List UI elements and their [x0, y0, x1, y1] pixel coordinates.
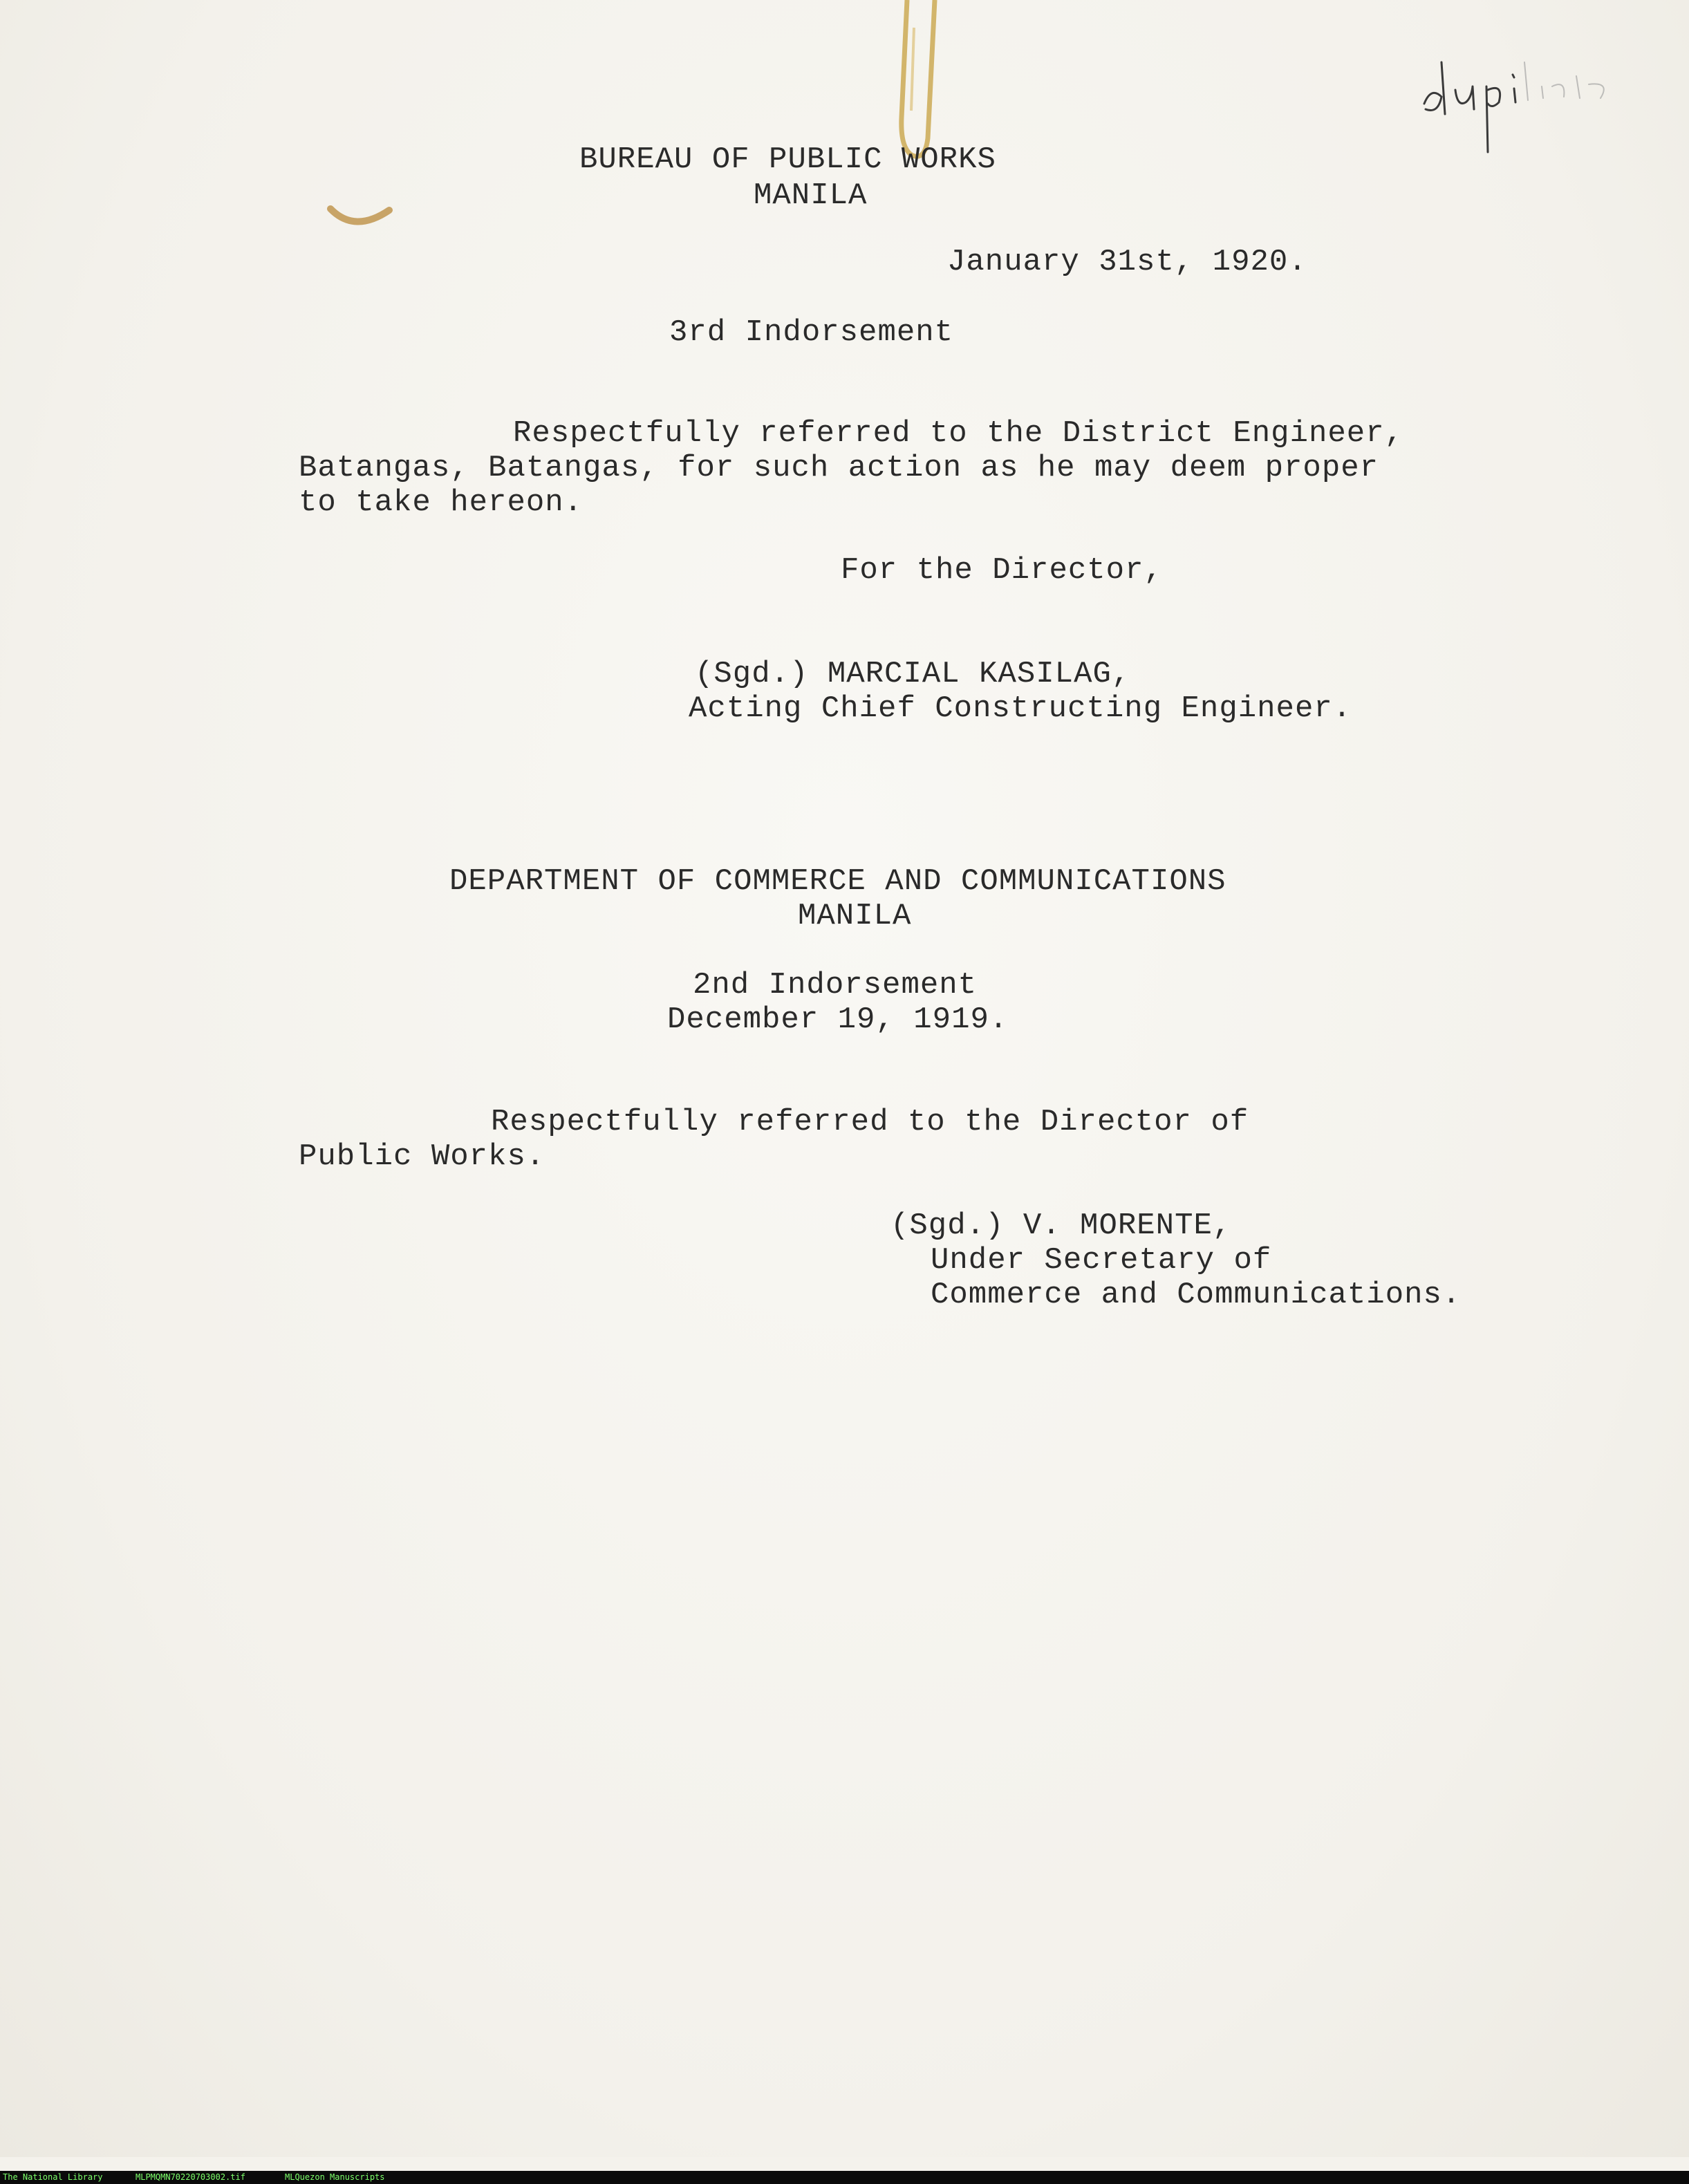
rust-stain — [324, 200, 400, 242]
indorsement-label: 2nd Indorsement — [693, 968, 978, 1002]
signature-name: (Sgd.) V. MORENTE, — [890, 1208, 1232, 1243]
letter-date: December 19, 1919. — [667, 1002, 1009, 1037]
body-text-line: to take hereon. — [299, 485, 584, 520]
footer-filename: MLPMQMN70220703002.tif — [136, 2172, 245, 2182]
handwritten-note — [1410, 21, 1639, 159]
body-text-line: Public Works. — [299, 1139, 545, 1174]
agency-heading-department: DEPARTMENT OF COMMERCE AND COMMUNICATIONS — [449, 864, 1226, 899]
signature-title: Commerce and Communications. — [931, 1278, 1462, 1312]
closing-line: For the Director, — [841, 553, 1163, 588]
signature-title: Under Secretary of — [931, 1243, 1272, 1278]
body-text-line: Respectfully referred to the District Engineer, — [513, 416, 1404, 451]
city-heading: MANILA — [798, 899, 912, 933]
body-text-line: Respectfully referred to the Director of — [491, 1105, 1249, 1139]
indorsement-label: 3rd Indorsement — [669, 315, 954, 350]
footer-collection: MLQuezon Manuscripts — [285, 2172, 385, 2182]
body-text-line: Batangas, Batangas, for such action as he may deem proper — [299, 451, 1379, 485]
scan-footer-bar — [0, 2171, 1689, 2184]
footer-library: The National Library — [3, 2172, 103, 2182]
city-heading: MANILA — [754, 178, 868, 213]
signature-title: Acting Chief Constructing Engineer. — [689, 691, 1352, 726]
agency-heading-bureau: BUREAU OF PUBLIC WORKS — [579, 142, 996, 177]
signature-name: (Sgd.) MARCIAL KASILAG, — [695, 657, 1131, 691]
letter-date: January 31st, 1920. — [947, 245, 1307, 279]
